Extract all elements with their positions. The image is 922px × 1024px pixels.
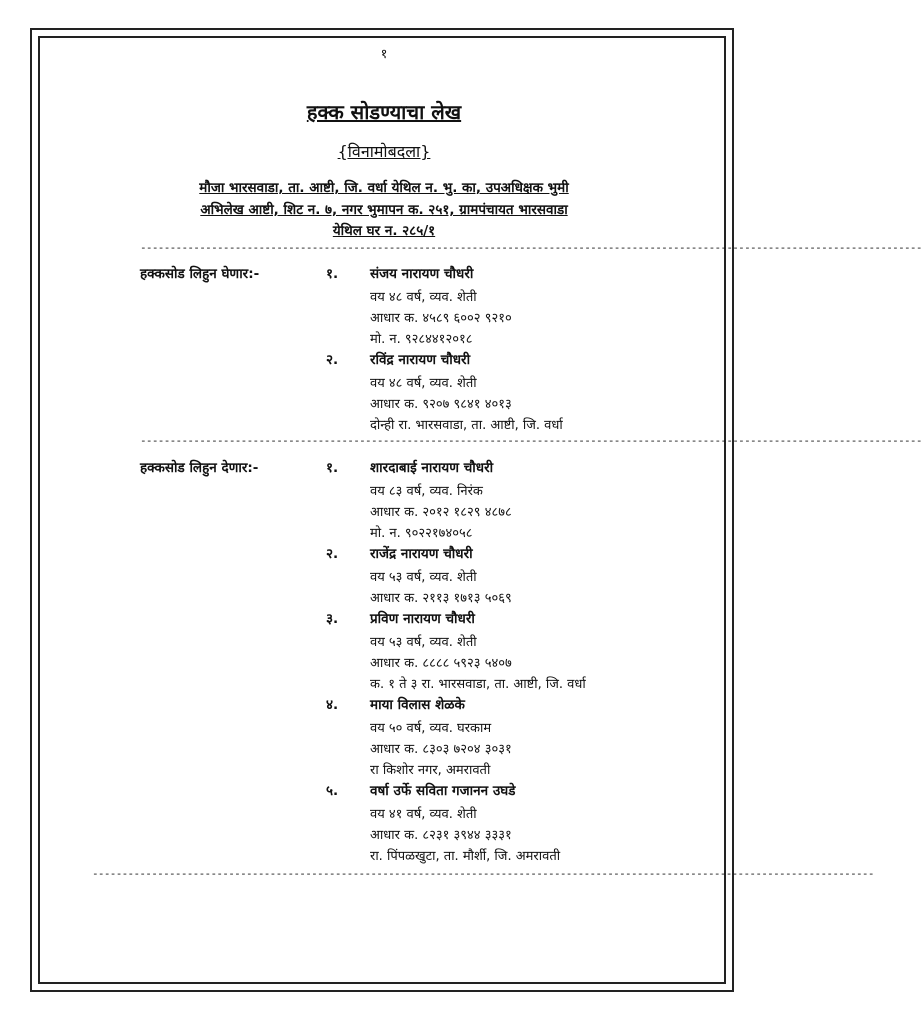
person-number: १. [326,460,339,476]
separator-line: ------------------------------------------------------------------------------------------------------------------------------------ [92,867,874,880]
person-detail: आधार क. २०१२ १८२९ ४८७८ [370,505,512,520]
person-name: वर्षा उर्फे सविता गजानन उघडे [370,783,516,799]
person-detail: क. १ ते ३ रा. भारसवाडा, ता. आष्टी, जि. वर्धा [370,677,586,692]
person-detail: आधार क. ८३०३ ७२०४ ३०३१ [370,742,512,757]
person-number: १. [326,266,339,282]
person-detail: वय ५३ वर्ष, व्यव. शेती [370,635,477,650]
document-title: हक्क सोडण्याचा लेख [306,100,462,124]
person-detail: वय ४८ वर्ष, व्यव. शेती [370,376,477,391]
separator-line: ------------------------------------------------------------------------------------------------------------------------------------ [140,434,922,447]
address-line: मौजा भारसवाडा, ता. आष्टी, जि. वर्धा येथिल न. भु. का, उपअधिक्षक भुमी [199,180,569,196]
person-detail: वय ८३ वर्ष, व्यव. निरंक [370,484,483,499]
person-name: राजेंद्र नारायण चौधरी [370,546,473,562]
person-detail: आधार क. २११३ १७१३ ५०६९ [370,591,512,606]
person-number: ३. [326,611,339,627]
address-line: अभिलेख आष्टी, शिट न. ७, नगर भुमापन क. २५१, ग्रामपंचायत भारसवाडा [200,202,568,218]
person-detail: मो. न. ९०२२१७४०५८ [370,526,473,541]
person-detail: रा किशोर नगर, अमरावती [370,763,491,778]
givers-label: हक्कसोड लिहुन देणार:- [140,460,259,476]
person-number: २. [326,352,339,368]
separator-line: ------------------------------------------------------------------------------------------------------------------------------------ [140,241,922,254]
address-line: येथिल घर न. २८५/१ [332,223,436,239]
person-number: ५. [326,783,339,799]
person-detail: वय ४८ वर्ष, व्यव. शेती [370,290,477,305]
person-detail: आधार क. ८२३१ ३९४४ ३३३१ [370,828,512,843]
document-subtitle: {विनामोबदला} [337,142,431,161]
person-number: २. [326,546,339,562]
person-name: रविंद्र नारायण चौधरी [370,352,471,368]
page-number: १ [380,47,388,62]
person-name: प्रविण नारायण चौधरी [370,611,475,627]
person-detail: रा. पिंपळखुटा, ता. मौर्शी, जि. अमरावती [370,849,561,864]
person-name: माया विलास शेळके [370,697,465,713]
receivers-label: हक्कसोड लिहुन घेणार:- [140,266,260,282]
person-detail: आधार क. ४५८९ ६००२ ९२१० [370,311,512,326]
person-detail: आधार क. ९२०७ ९८४१ ४०१३ [370,397,512,412]
person-name: शारदाबाई नारायण चौधरी [370,460,494,476]
person-detail: वय ५३ वर्ष, व्यव. शेती [370,570,477,585]
person-detail: वय ४१ वर्ष, व्यव. शेती [370,807,477,822]
person-detail: दोन्ही रा. भारसवाडा, ता. आष्टी, जि. वर्धा [370,418,563,433]
person-detail: वय ५० वर्ष, व्यव. घरकाम [370,721,492,736]
person-number: ४. [326,697,339,713]
person-name: संजय नारायण चौधरी [370,266,474,282]
person-detail: मो. न. ९२८४४१२०१८ [370,332,473,347]
person-detail: आधार क. ८८८८ ५९२३ ५४०७ [370,656,512,671]
